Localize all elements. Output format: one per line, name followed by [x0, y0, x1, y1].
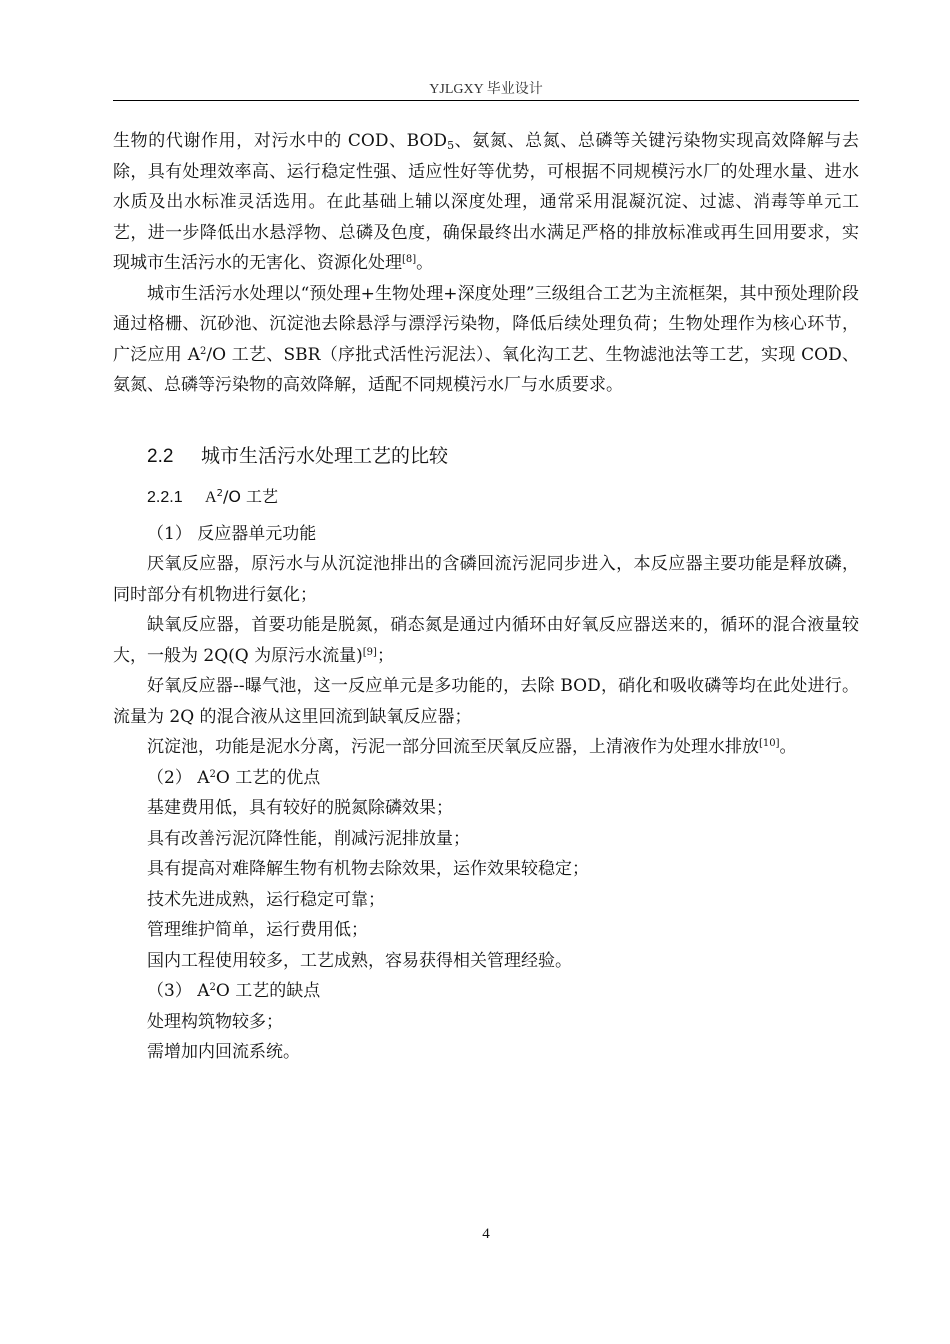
advantages-heading-sup: 2 [209, 768, 216, 780]
clarifier-paragraph [113, 732, 859, 763]
advantage-item: 具有提高对难降解生物有机物去除效果，运作效果较稳定； [147, 859, 589, 879]
subsection-number: 2.2.1 [147, 488, 183, 506]
intro-text-b: 、氨氮、总氮、总磷等关键污染物实现高效降解与去除，具有处理效率高、运行稳定性强、适应性好等优势，可根据不同规模污水厂的处理水量、进水水质及出水标准灵活选用。在此基础上辅以深度处理，通常采用混凝沉淀、过滤、消毒等单元工艺，进一步降低出水悬浮物、总磷及色度，确保最终出水满足严格的排放标准或再生回用要求，实现城市生活污水的无害化、资源化处理 [113, 131, 860, 273]
page-number: 4 [482, 1226, 490, 1242]
section-number: 2.2 [147, 445, 174, 467]
clarifier-text: 沉淀池，功能是泥水分离，污泥一部分回流至厌氧反应器，上清液作为处理水排放 [147, 737, 759, 757]
subsection-title-sup: 2 [216, 487, 223, 499]
advantage-item: 管理维护简单，运行费用低； [147, 920, 368, 940]
citation-10: [10] [759, 738, 780, 749]
advantages-heading [113, 763, 859, 794]
intro-paragraph-2 [113, 279, 859, 401]
advantages-heading-a: （2） A [147, 767, 210, 788]
anoxic-text: 缺氧反应器，首要功能是脱氮，硝态氮是通过内循环由好氧反应器送来的，循环的混合液量较大，一般为 2Q(Q 为原污水流量) [113, 615, 859, 666]
disadvantages-heading-sup: 2 [209, 982, 216, 993]
section-title: 城市生活污水处理工艺的比较 [201, 444, 449, 467]
intro-text-end: 。 [416, 253, 434, 273]
subsection-title-a: A [205, 488, 217, 506]
header-rule [113, 100, 859, 101]
a2o-superscript: 2 [200, 345, 207, 357]
bod-subscript: 5 [447, 139, 455, 152]
disadvantage-item: 处理构筑物较多； [147, 1011, 283, 1032]
anoxic-paragraph [113, 610, 859, 671]
subsection-heading [113, 482, 859, 512]
clarifier-end: 。 [779, 737, 797, 757]
page-content [113, 126, 859, 1068]
advantage-item: 国内工程使用较多，工艺成熟，容易获得相关管理经验。 [147, 950, 572, 971]
page-header: YJLGXY 毕业设计 [429, 82, 543, 97]
advantage-item: 技术先进成熟，运行稳定可靠； [147, 889, 385, 910]
disadvantage-item: 需增加内回流系统。 [147, 1042, 300, 1062]
disadvantages-heading-a: （3） A [147, 981, 210, 1001]
citation-8: [8] [402, 254, 417, 265]
citation-9: [9] [362, 646, 377, 658]
advantage-item: 基建费用低，具有较好的脱氮除磷效果； [147, 798, 453, 818]
intro2-text-a: 城市生活污水处理以“预处理+生物处理+深度处理”三级组合工艺为主流框架，其中预处理阶段通过格栅、沉砂池、沉淀池去除悬浮与漂浮污染物，降低后续处理负荷；生物处理作为核心环节，广泛应用 A [113, 283, 859, 365]
advantage-item: 具有改善污泥沉降性能，削减污泥排放量； [147, 828, 470, 849]
section-heading [113, 441, 859, 471]
reactor-heading: （1） 反应器单元功能 [147, 523, 317, 544]
disadvantages-heading [113, 976, 859, 1007]
intro-paragraph-1 [113, 126, 859, 279]
subsection-title-b: /O 工艺 [222, 486, 279, 506]
aerobic-paragraph: 好氧反应器--曝气池，这一反应单元是多功能的，去除 BOD，硝化和吸收磷等均在此处进行。流量为 2Q 的混合液从这里回流到缺氧反应器； [113, 676, 859, 727]
anoxic-end: ； [376, 645, 394, 666]
anaerobic-paragraph: 厌氧反应器，原污水与从沉淀池排出的含磷回流污泥同步进入，本反应器主要功能是释放磷，同时部分有机物进行氨化； [113, 554, 859, 605]
intro2-text-b: /O 工艺、SBR（序批式活性污泥法）、氧化沟工艺、生物滤池法等工艺，实现 COD、氨氮、总磷等污染物的高效降解，适配不同规模污水厂与水质要求。 [113, 344, 860, 395]
advantages-heading-b: O 工艺的优点 [215, 767, 321, 788]
intro-text-a: 生物的代谢作用，对污水中的 COD、BOD [113, 131, 448, 151]
disadvantages-heading-b: O 工艺的缺点 [215, 981, 321, 1001]
